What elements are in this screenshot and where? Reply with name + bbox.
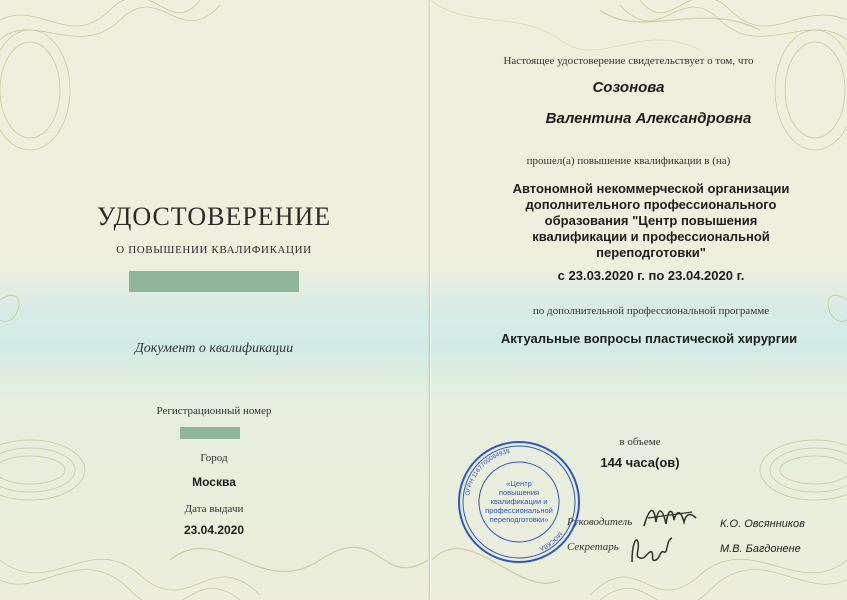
head-name: К.О. Овсянников [720,518,805,530]
certificate-title: УДОСТОВЕРЕНИЕ [96,202,332,231]
city-value: Москва [192,475,236,489]
seal-city: МОСКВА [538,530,564,553]
completed-text: прошел(а) повышение квалификации в (на) [526,155,731,167]
page-fold [428,0,432,600]
volume-value: 144 часа(ов) [600,455,680,470]
head-label: Руководитель [567,516,633,528]
city-label: Город [200,452,228,464]
organization-line: дополнительного профессионального [525,197,777,212]
surname: Созонова [592,79,665,96]
program-name: Актуальные вопросы пластической хирургии [500,331,798,346]
certificate-subtitle: О ПОВЫШЕНИИ КВАЛИФИКАЦИИ [116,244,312,256]
svg-text:МОСКВА [538,530,564,552]
secretary-label: Секретарь [567,541,619,553]
seal-center-line: «Центр [506,479,532,488]
seal-ring-text: ОГРН 1167700064938 [464,447,511,497]
seal-center-line: переподготовки» [489,515,549,524]
organization-line: Автономной некоммерческой организации [512,181,790,196]
organization-line: переподготовки" [596,245,706,260]
official-seal [457,440,581,564]
given-names: Валентина Александровна [545,110,752,127]
registration-label: Регистрационный номер [156,405,272,417]
program-label: по дополнительной профессиональной программе [532,305,770,317]
document-caption: Документ о квалификации [134,341,294,356]
issue-date-value: 23.04.2020 [183,523,245,537]
redacted-number [129,271,299,292]
secretary-signature [626,532,676,568]
study-period: с 23.03.2020 г. по 23.04.2020 г. [557,268,745,283]
seal-center-line: профессиональной [485,506,553,515]
seal-center-line: повышения [498,488,540,497]
redacted-registration-number [180,427,240,439]
secretary-name: М.В. Багдонене [720,543,801,555]
intro-text: Настоящее удостоверение свидетельствует о том, что [503,55,754,67]
organization-line: образования "Центр повышения [544,213,758,228]
head-signature [640,500,700,532]
seal-center-line: квалификации и [490,497,548,506]
organization-line: квалификации и профессиональной [532,229,770,244]
volume-label: в объеме [619,436,661,448]
organization-block [470,181,832,261]
issue-date-label: Дата выдачи [184,503,244,515]
